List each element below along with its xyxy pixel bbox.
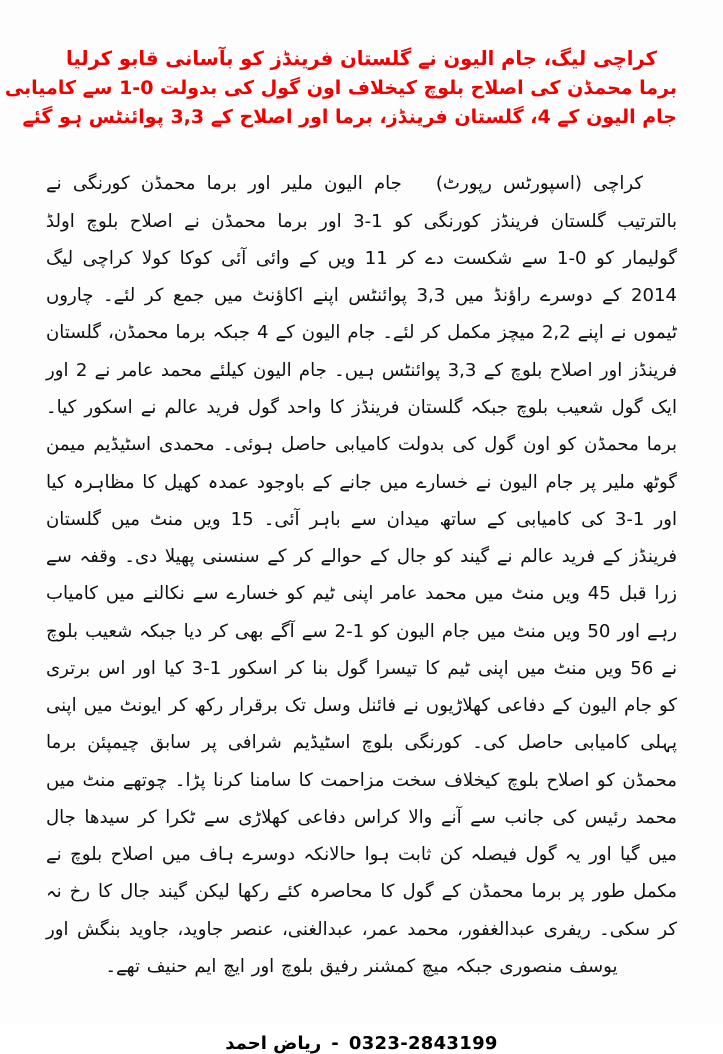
article-body: [0, 131, 723, 985]
byline-separator: -: [331, 1033, 339, 1054]
headline-block: [0, 0, 723, 131]
contact-phone-number: 0323-2843199: [348, 1033, 498, 1054]
paragraph-text: جام الیون ملیر اور برما محمڈن کورنگی نے بالترتیب گلستان فرینڈز کورنگی کو 1-3 اور برما محمڈن نے اصلاح بلوچ اولڈ گولیمار کو 0-1 سے شکست دے کر 11 ویں کے وائی آئی کوکا کولا کراچی لیگ 2014 کے دوسرے راؤنڈ میں 3,3 پوائنٹس اپنے اکاؤنٹ میں جمع کر لئے۔ چاروں ٹیموں نے اپنے 2,2 میچز مکمل کر لئے۔ جام الیون کے 4 جبکہ برما محمڈن، گلستان فرینڈز اور اصلاح بلوچ کے 3,3 پوائنٹس ہیں۔ جام الیون کیلئے محمد عامر نے 2 اور ایک گول شعیب بلوچ جبکہ گلستان فرینڈز کا واحد گول فرید عالم نے اسکور کیا۔ برما محمڈن کو اون گول کی بدولت کامیابی حاصل ہوئی۔ محمدی اسٹیڈیم میمن گوٹھ ملیر پر جام الیون نے خسارے میں جانے کے باوجود عمدہ کھیل کا مظاہرہ کیا اور 1-3 کی کامیابی کے ساتھ میدان سے باہر آئی۔ 15 ویں منٹ میں گلستان فرینڈز کے فرید عالم نے گیند کو جال کے حوالے کر کے سنسنی پھیلا دی۔ وقفہ سے زرا قبل 45 ویں منٹ میں محمد عامر اپنی ٹیم کو خسارے سے نکالنے میں کامیاب رہے اور 50 ویں منٹ میں جام الیون کو 1-2 سے آگے بھی کر دیا جبکہ شعیب بلوچ نے 56 ویں منٹ میں اپنی ٹیم کا تیسرا گول بنا کر اسکور 1-3 کیا اور اس برتری کو جام الیون کے دفاعی کھلاڑیوں نے فائنل وسل تک برقرار رکھ کر ایونٹ میں اپنی پہلی کامیابی حاصل کی۔ کورنگی بلوچ اسٹیڈیم شرافی پر سابق چیمپئن برما محمڈن کو اصلاح بلوچ کیخلاف سخت مزاحمت کا سامنا کرنا پڑا۔ چوتھے منٹ میں محمد رئیس کی جانب سے آنے والا کراس دفاعی کھلاڑی سے ٹکرا کر سیدھا جال میں گیا اور یہ گول فیصلہ کن ثابت ہوا حالانکہ دوسرے ہاف میں اصلاح بلوچ نے مکمل طور پر برما محمڈن کے گول کا محاصرہ کئے رکھا لیکن گیند جال کا رخ نہ کر سکی۔ ریفری عبدالغفور، محمد عمر، عبدالغنی، عنصر جاوید، جاوید بنگش اور یوسف منصوری جبکہ میچ کمشنر رفیق بلوچ اور ایچ ایم حنیف تھے۔: [46, 173, 678, 977]
byline: [225, 1033, 497, 1054]
article-paragraph: [46, 165, 677, 985]
footer-block: [0, 985, 723, 1054]
dateline: کراچی (اسپورٹس رپورٹ): [435, 173, 643, 195]
reporter-name: ریاض احمد: [225, 1033, 322, 1054]
headline-line-3: جام الیون کے 4، گلستان فرینڈز، برما اور اصلاح کے 3,3 پوائنٹس ہو گئے: [22, 105, 677, 128]
headline-line-2: برما محمڈن کی اصلاح بلوچ کیخلاف اون گول کی بدولت 0-1 سے کامیابی: [4, 76, 677, 99]
headline-line-1: کراچی لیگ، جام الیون نے گلستان فرینڈز کو بآسانی قابو کرلیا: [66, 47, 657, 70]
